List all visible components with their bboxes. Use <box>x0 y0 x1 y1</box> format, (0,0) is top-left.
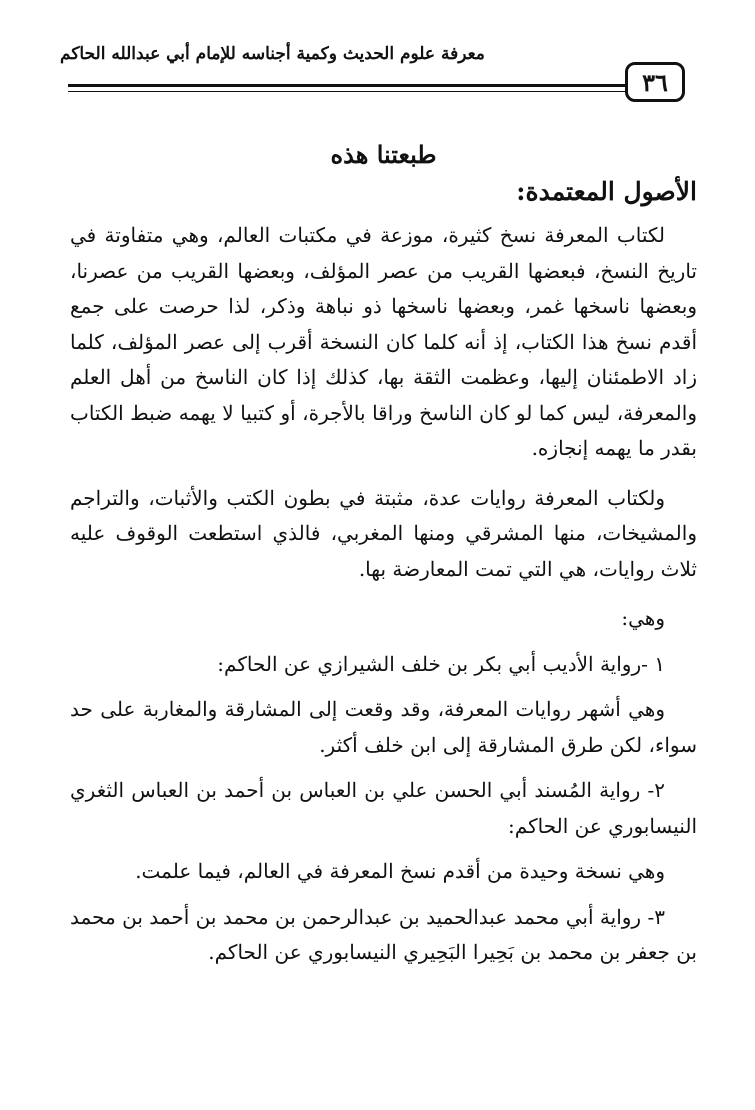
running-header-title: معرفة علوم الحديث وكمية أجناسه للإمام أبي عبدالله الحاكم <box>60 44 485 64</box>
list-item-1: ١ -رواية الأديب أبي بكر بن خلف الشيرازي عن الحاكم: <box>217 651 665 676</box>
paragraph-1: لكتاب المعرفة نسخ كثيرة، موزعة في مكتبات العالم، وهي متفاوتة في تاريخ النسخ، فبعضها القريب من عصر المؤلف، وبعضها القريب من عصرنا، وبعضها ناسخها غمر، وبعضها ناسخها ذو نباهة وذكر، لذا حرصت على جمع أقدم نسخ هذا الكتاب، إذ أنه كلما كان النسخة أقرب إلى عصر المؤلف، كلما زاد الاطمئنان إليها، وعظمت الثقة بها، كذلك إذا كان الناسخ من أهل العلم والمعرفة، ليس كما لو كان الناسخ وراقا بالأجرة، أو كتبيا لا يهمه ضبط الكتاب بقدر ما يهمه إنجازه. <box>70 223 697 460</box>
header-rule-thick <box>68 84 627 87</box>
paragraph-5: وهي أشهر روايات المعرفة، وقد وقعت إلى المشارقة والمغاربة على حد سواء، لكن طرق المشارقة إلى ابن خلف أكثر. <box>70 697 697 757</box>
page-number: ٣٦ <box>625 62 685 102</box>
paragraph-7: وهي نسخة وحيدة من أقدم نسخ المعرفة في العالم، فيما علمت. <box>135 859 665 883</box>
list-item-2: ٢- رواية المُسند أبي الحسن علي بن العباس بن أحمد بن العباس الثغري النيسابوري عن الحاكم: <box>70 778 697 838</box>
header-rule-thin <box>68 91 627 92</box>
list-item-3: ٣- رواية أبي محمد عبدالحميد بن عبدالرحمن بن محمد بن أحمد بن محمد بن جعفر بن محمد بن بَحِيرا البَحِيري النيسابوري عن الحاكم. <box>70 904 697 964</box>
paragraph-2: ولكتاب المعرفة روايات عدة، مثبتة في بطون الكتب والأثبات، والتراجم والمشيخات، منها المشرقي ومنها المغربي، فالذي استطعت الوقوف عليه ثلاث روايات، هي التي تمت المعارضة بها. <box>70 485 697 581</box>
subheading: الأصول المعتمدة: <box>516 177 697 206</box>
page-body <box>70 130 697 971</box>
section-title: طبعتنا هذه <box>330 140 437 169</box>
paragraph-3: وهي: <box>621 606 665 630</box>
